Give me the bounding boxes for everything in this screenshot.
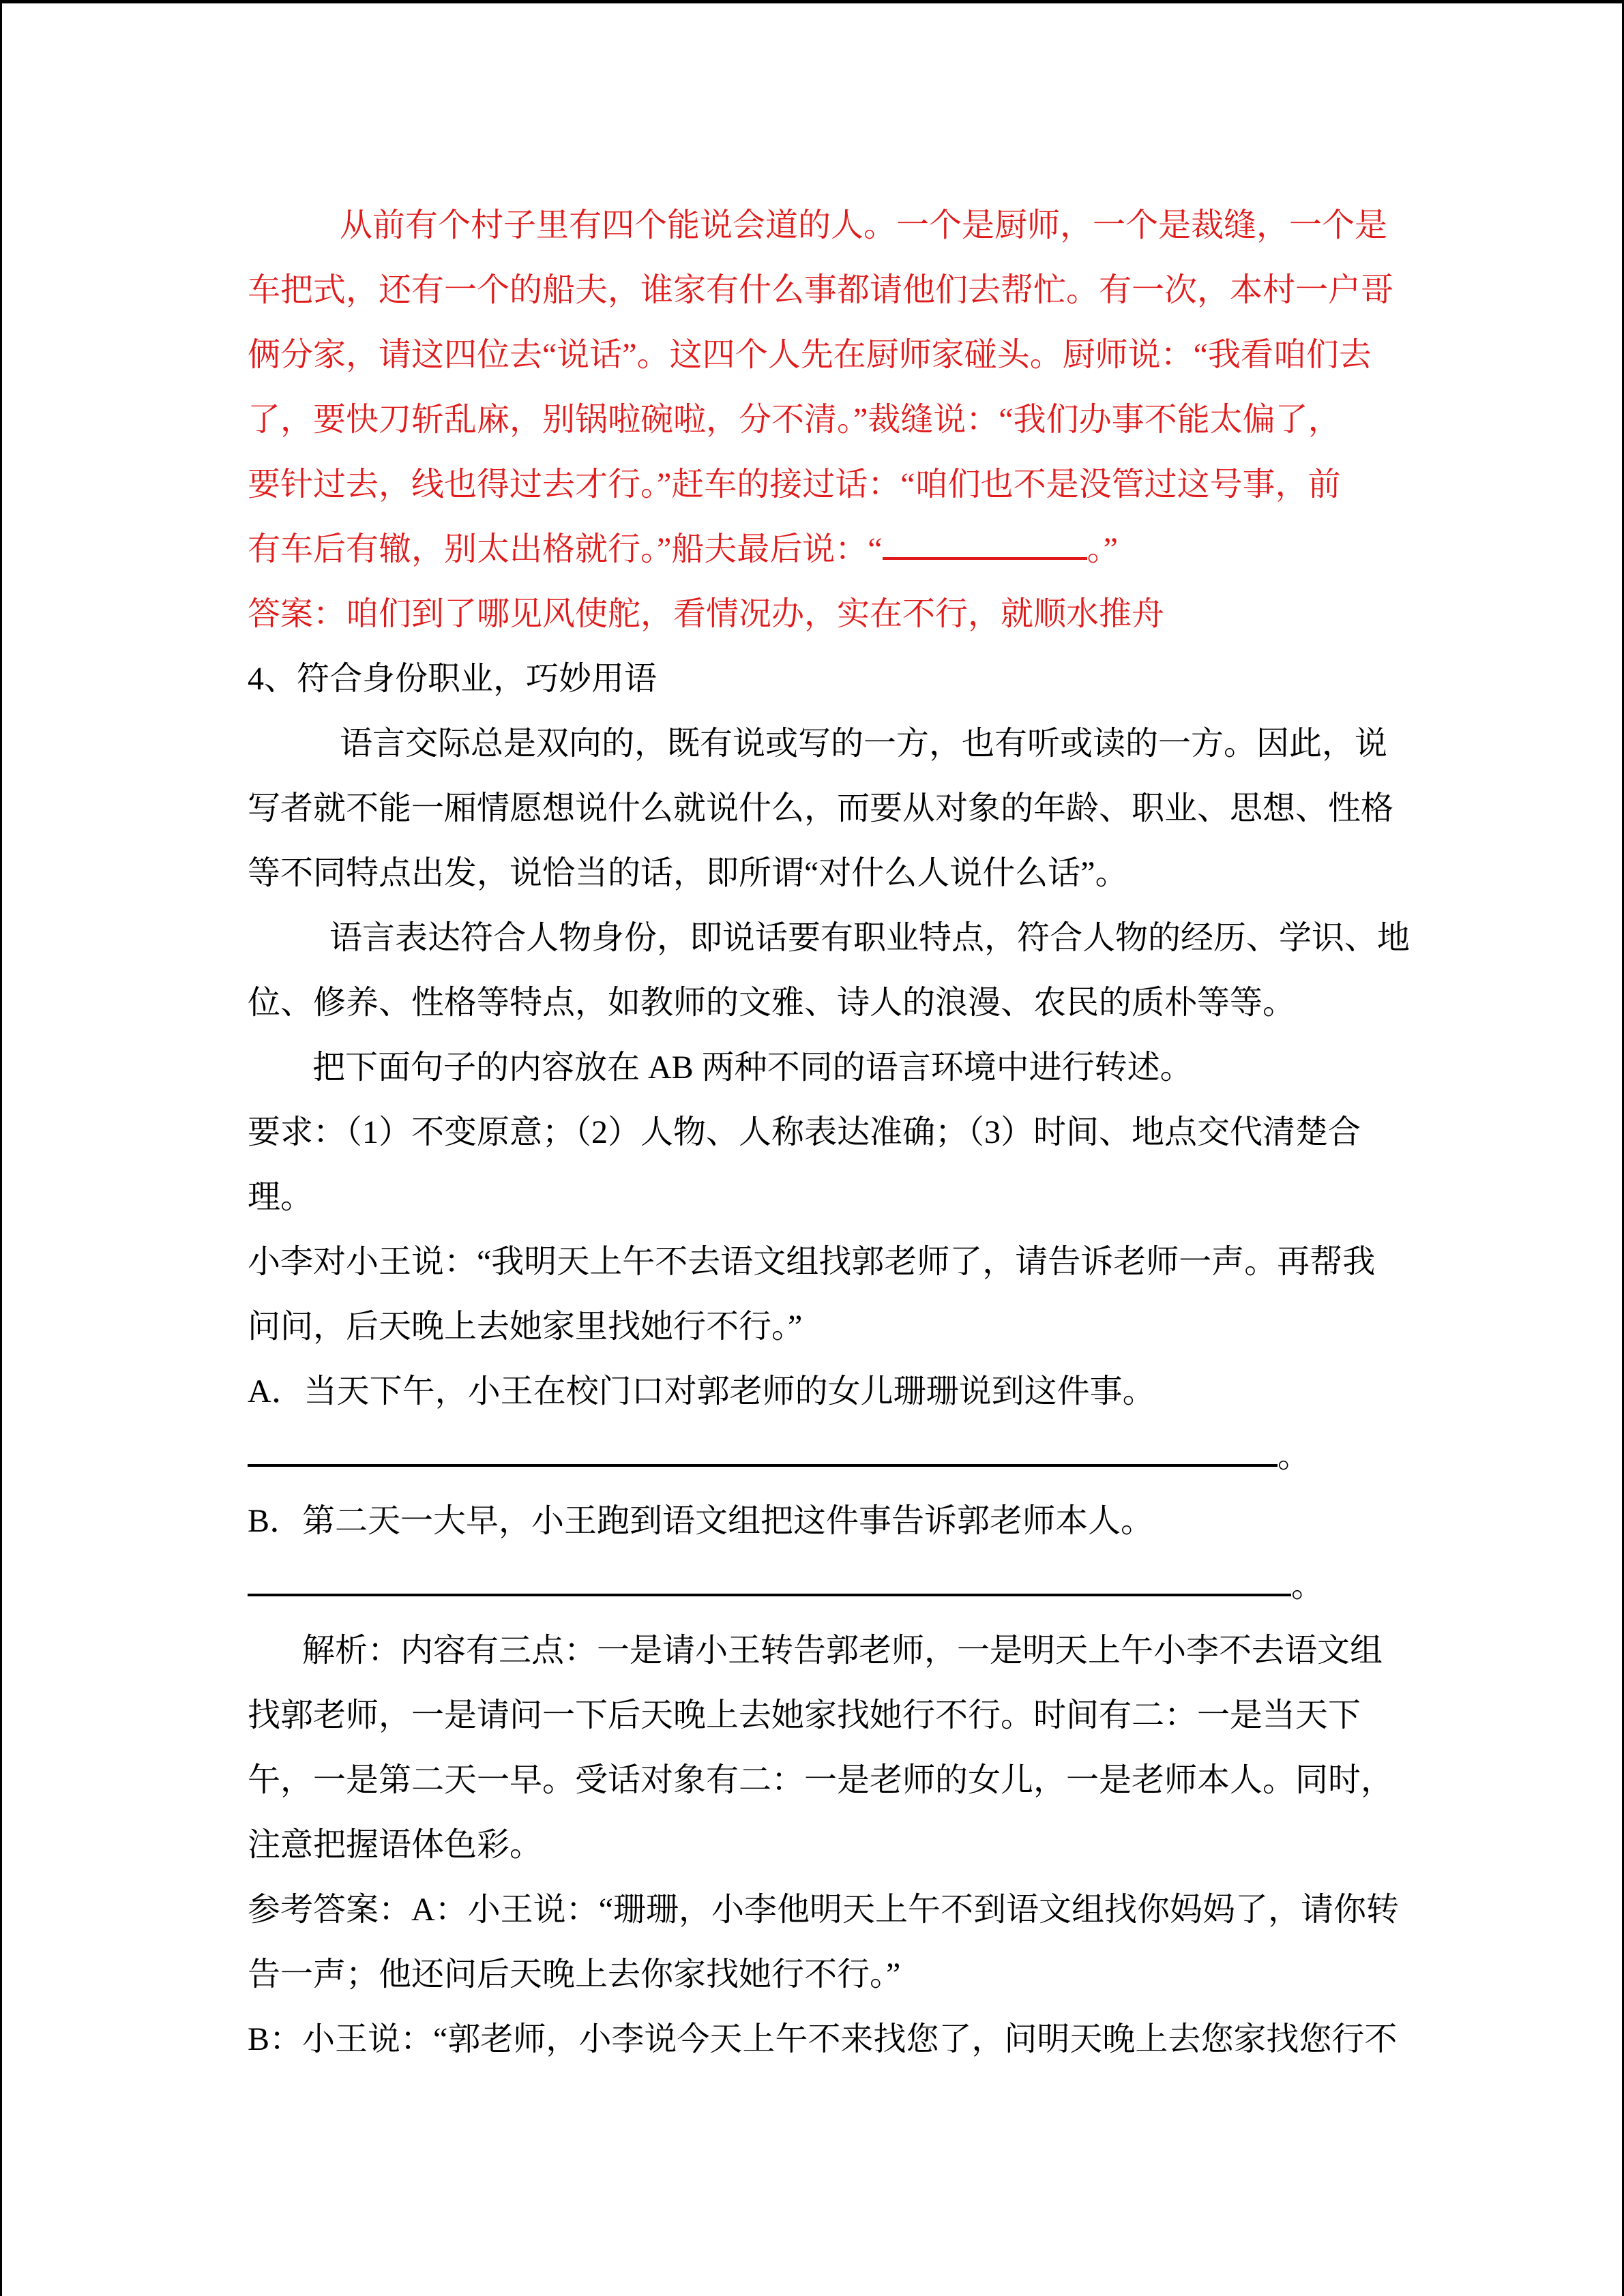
text-segment: 有车后有辙，别太出格就行。”船夫最后说：“ — [248, 531, 883, 567]
text-line: 写者就不能一厢情愿想说什么就说什么，而要从对象的年龄、职业、思想、性格 — [248, 790, 1394, 826]
text-line: 语言交际总是双向的，既有说或写的一方，也有听或读的一方。因此，说 — [340, 726, 1388, 762]
text-line: 俩分家，请这四位去“说话”。这四个人先在厨师家碰头。厨师说：“我看咱们去 — [248, 337, 1372, 373]
text-line: B：小王说：“郭老师，小李说今天上午不来找您了，问明天晚上去您家找您行不 — [248, 2021, 1398, 2057]
line-suffix: 。 — [1291, 1568, 1325, 1604]
answer-blank-line — [248, 1553, 1407, 1618]
text-line: 车把式，还有一个的船夫，谁家有什么事都请他们去帮忙。有一次，本村一户哥 — [248, 272, 1394, 308]
text-line: 小李对小王说：“我明天上午不去语文组找郭老师了，请告诉老师一声。再帮我 — [248, 1244, 1376, 1280]
line-suffix: 。 — [1278, 1438, 1311, 1474]
text-line: 注意把握语体色彩。 — [248, 1827, 543, 1863]
text-line: 了，要快刀斩乱麻，别锅啦碗啦，分不清。”裁缝说：“我们办事不能太偏了， — [248, 402, 1341, 438]
answer-blank-line — [248, 1424, 1407, 1489]
text-line: 告一声；他还问后天晚上去你家找她行不行。” — [248, 1956, 901, 1993]
text-line: 语言表达符合人物身份，即说话要有职业特点，符合人物的经历、学识、地 — [329, 920, 1411, 956]
text-segment: 。” — [1087, 531, 1118, 567]
text-line: B．第二天一大早，小王跑到语文组把这件事告诉郭老师本人。 — [248, 1503, 1154, 1539]
text-line: 找郭老师，一是请问一下后天晚上去她家找她行不行。时间有二：一是当天下 — [248, 1697, 1361, 1733]
text-line: 解析：内容有三点：一是请小王转告郭老师，一是明天上午小李不去语文组 — [302, 1632, 1383, 1669]
text-line: 位、修养、性格等特点，如教师的文雅、诗人的浪漫、农民的质朴等等。 — [248, 985, 1296, 1021]
text-line: 从前有个村子里有四个能说会道的人。一个是厨师，一个是裁缝，一个是 — [340, 207, 1388, 243]
text-line: 要求：（1）不变原意；（2）人物、人称表达准确；（3）时间、地点交代清楚合 — [248, 1114, 1361, 1150]
text-line: 理。 — [248, 1179, 314, 1215]
text-line: 要针过去，线也得过去才行。”赶车的接过话：“咱们也不是没管过这号事，前 — [248, 466, 1341, 503]
text-line: 把下面句子的内容放在 AB 两种不同的语言环境中进行转述。 — [312, 1049, 1193, 1086]
text-line: A．当天下午，小王在校门口对郭老师的女儿珊珊说到这件事。 — [248, 1373, 1155, 1410]
text-line — [248, 517, 1407, 582]
text-line: 参考答案：A：小王说：“珊珊，小李他明天上午不到语文组找你妈妈了，请你转 — [248, 1892, 1399, 1928]
text-line: 答案：咱们到了哪见风使舵，看情况办，实在不行，就顺水推舟 — [248, 596, 1165, 632]
blank-underline — [248, 1425, 1278, 1467]
inline-blank-underline — [883, 530, 1087, 560]
text-line: 午，一是第二天一早。受话对象有二：一是老师的女儿，一是老师本人。同时， — [248, 1762, 1394, 1798]
page — [2, 3, 1622, 2296]
document-content — [248, 193, 1411, 2072]
text-line: 等不同特点出发，说恰当的话，即所谓“对什么人说什么话”。 — [248, 855, 1128, 891]
text-line: 问问，后天晚上去她家里找她行不行。” — [248, 1309, 803, 1345]
blank-underline — [248, 1554, 1291, 1596]
text-line: 4、符合身份职业，巧妙用语 — [248, 661, 658, 697]
